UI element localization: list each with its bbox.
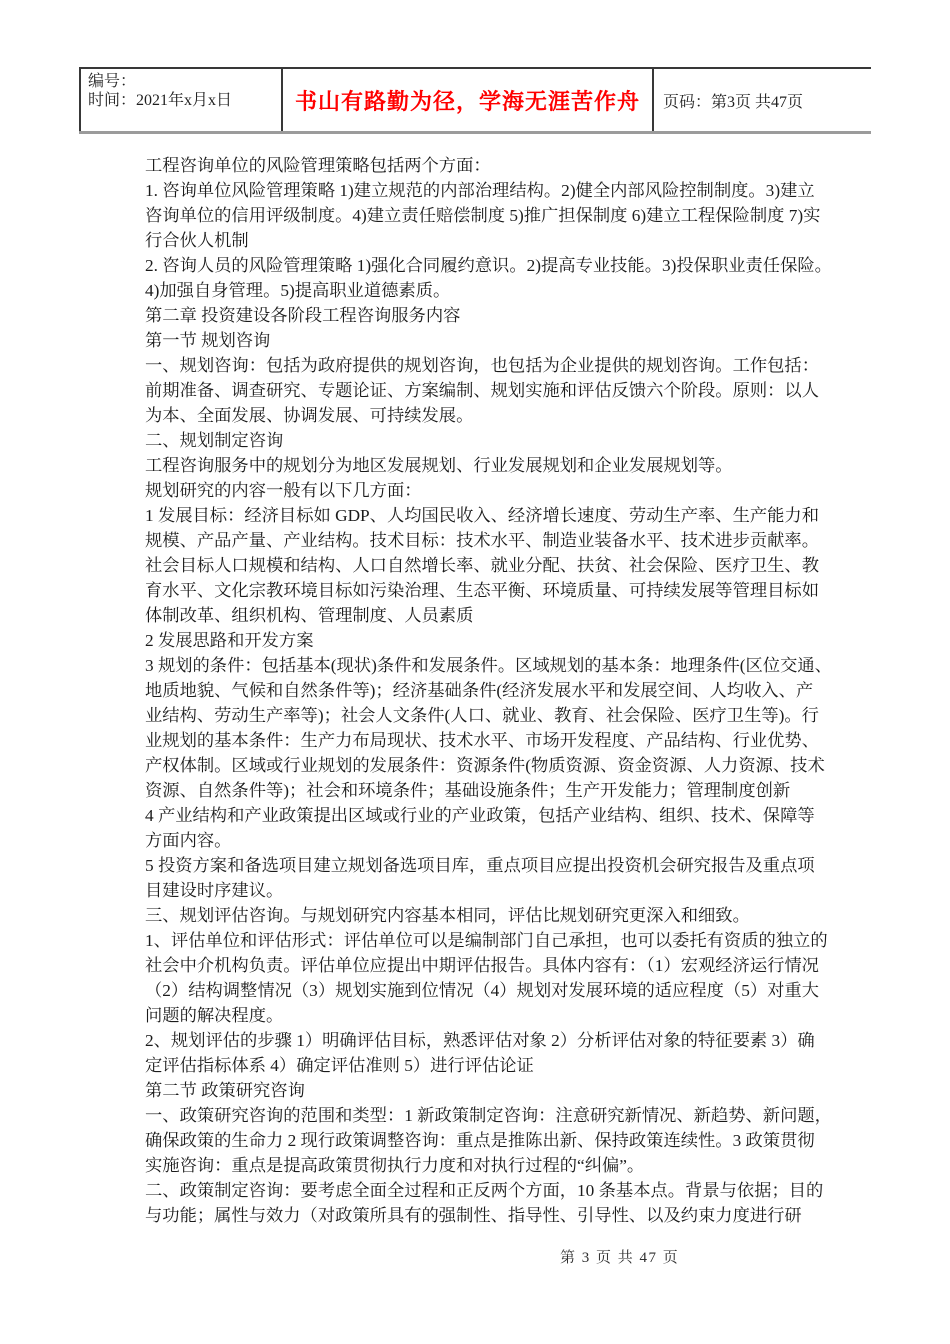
text-line: 业结构、劳动生产率等)；社会人文条件(人口、就业、教育、社会保险、医疗卫生等)。行 — [145, 706, 819, 725]
text-line: 1. 咨询单位风险管理策略 1)建立规范的内部治理结构。2)健全内部风险控制制度。3)建立 — [145, 181, 815, 200]
text-line: 二、规划制定咨询 — [145, 431, 284, 450]
text-line: 2 发展思路和开发方案 — [145, 631, 314, 650]
page-info-label: 页码：第3页 共47页 — [663, 93, 804, 111]
text-line: 与功能；属性与效力（对政策所具有的强制性、指导性、引导性、以及约束力度进行研 — [145, 1206, 802, 1225]
text-line: 方面内容。 — [145, 831, 232, 850]
text-line: 育水平、文化宗教环境目标如污染治理、生态平衡、环境质量、可持续发展等管理目标如 — [145, 581, 819, 600]
text-line: 体制改革、组织机构、管理制度、人员素质 — [145, 606, 474, 625]
text-line: 规划研究的内容一般有以下几方面： — [145, 481, 422, 500]
text-line: 业规划的基本条件：生产力布局现状、技术水平、市场开发程度、产品结构、行业优势、 — [145, 731, 819, 750]
text-line: 行合伙人机制 — [145, 231, 249, 250]
text-line: 地质地貌、气候和自然条件等)；经济基础条件(经济发展水平和发展空间、人均收入、产 — [145, 681, 814, 700]
text-line: 2. 咨询人员的风险管理策略 1)强化合同履约意识。2)提高专业技能。3)投保职业责任保险。 — [145, 256, 832, 275]
text-line: 问题的解决程度。 — [145, 1006, 284, 1025]
text-line: 4)加强自身管理。5)提高职业道德素质。 — [145, 281, 451, 300]
body-text — [145, 153, 839, 1228]
footer-page-indicator: 第 3 页 共 47 页 — [560, 1250, 680, 1266]
text-line: 5 投资方案和备选项目建立规划备选项目库，重点项目应提出投资机会研究报告及重点项 — [145, 856, 815, 875]
text-line: 第二节 政策研究咨询 — [145, 1081, 305, 1100]
text-line: 工程咨询服务中的规划分为地区发展规划、行业发展规划和企业发展规划等。 — [145, 456, 733, 475]
text-line: 咨询单位的信用评级制度。4)建立责任赔偿制度 5)推广担保制度 6)建立工程保险制度 7)实 — [145, 206, 821, 225]
header-cell-slogan — [281, 69, 652, 131]
text-line: 一、政策研究咨询的范围和类型：1 新政策制定咨询：注意研究新情况、新趋势、新问题， — [145, 1106, 832, 1125]
text-line: 规模、产品产量、产业结构。技术目标：技术水平、制造业装备水平、技术进步贡献率。 — [145, 531, 819, 550]
text-line: 产权体制。区域或行业规划的发展条件：资源条件(物质资源、资金资源、人力资源、技术 — [145, 756, 825, 775]
text-line: 一、规划咨询：包括为政府提供的规划咨询，也包括为企业提供的规划咨询。工作包括： — [145, 356, 819, 375]
text-line: 3 规划的条件：包括基本(现状)条件和发展条件。区域规划的基本条：地理条件(区位交通、 — [145, 656, 832, 675]
text-line: 2、规划评估的步骤 1）明确评估目标，熟悉评估对象 2）分析评估对象的特征要素 3）确 — [145, 1031, 815, 1050]
header-cell-meta — [79, 69, 281, 131]
text-line: 实施咨询：重点是提高政策贯彻执行力度和对执行过程的“纠偏”。 — [145, 1156, 645, 1175]
text-line: 确保政策的生命力 2 现行政策调整咨询：重点是推陈出新、保持政策连续性。3 政策贯彻 — [145, 1131, 815, 1150]
text-line: 1、评估单位和评估形式：评估单位可以是编制部门自己承担，也可以委托有资质的独立的 — [145, 931, 828, 950]
text-line: 目建设时序建议。 — [145, 881, 284, 900]
text-line: （2）结构调整情况（3）规划实施到位情况（4）规划对发展环境的适应程度（5）对重大 — [145, 981, 819, 1000]
text-line: 1 发展目标：经济目标如 GDP、人均国民收入、经济增长速度、劳动生产率、生产能力和 — [145, 506, 819, 525]
text-line: 定评估指标体系 4）确定评估准则 5）进行评估论证 — [145, 1056, 534, 1075]
text-line: 三、规划评估咨询。与规划研究内容基本相同，评估比规划研究更深入和细致。 — [145, 906, 750, 925]
text-line: 工程咨询单位的风险管理策略包括两个方面： — [145, 156, 491, 175]
text-line: 第二章 投资建设各阶段工程咨询服务内容 — [145, 306, 461, 325]
text-line: 二、政策制定咨询：要考虑全面全过程和正反两个方面，10 条基本点。背景与依据；目的 — [145, 1181, 824, 1200]
text-line: 为本、全面发展、协调发展、可持续发展。 — [145, 406, 474, 425]
number-label: 编号： — [88, 73, 137, 90]
header-slogan: 书山有路勤为径，学海无涯苦作舟 — [294, 88, 640, 114]
date-label: 时间：2021年x月x日 — [88, 92, 233, 109]
header-table — [79, 67, 871, 134]
text-line: 社会目标人口规模和结构、人口自然增长率、就业分配、扶贫、社会保险、医疗卫生、教 — [145, 556, 819, 575]
text-line: 第一节 规划咨询 — [145, 331, 271, 350]
text-line: 4 产业结构和产业政策提出区域或行业的产业政策，包括产业结构、组织、技术、保障等 — [145, 806, 815, 825]
text-line: 资源、自然条件等)；社会和环境条件；基础设施条件；生产开发能力；管理制度创新 — [145, 781, 791, 800]
text-line: 前期准备、调查研究、专题论证、方案编制、规划实施和评估反馈六个阶段。原则：以人 — [145, 381, 819, 400]
header-cell-page-info — [652, 69, 869, 131]
text-line: 社会中介机构负责。评估单位应提出中期评估报告。具体内容有：（1）宏观经济运行情况 — [145, 956, 819, 975]
